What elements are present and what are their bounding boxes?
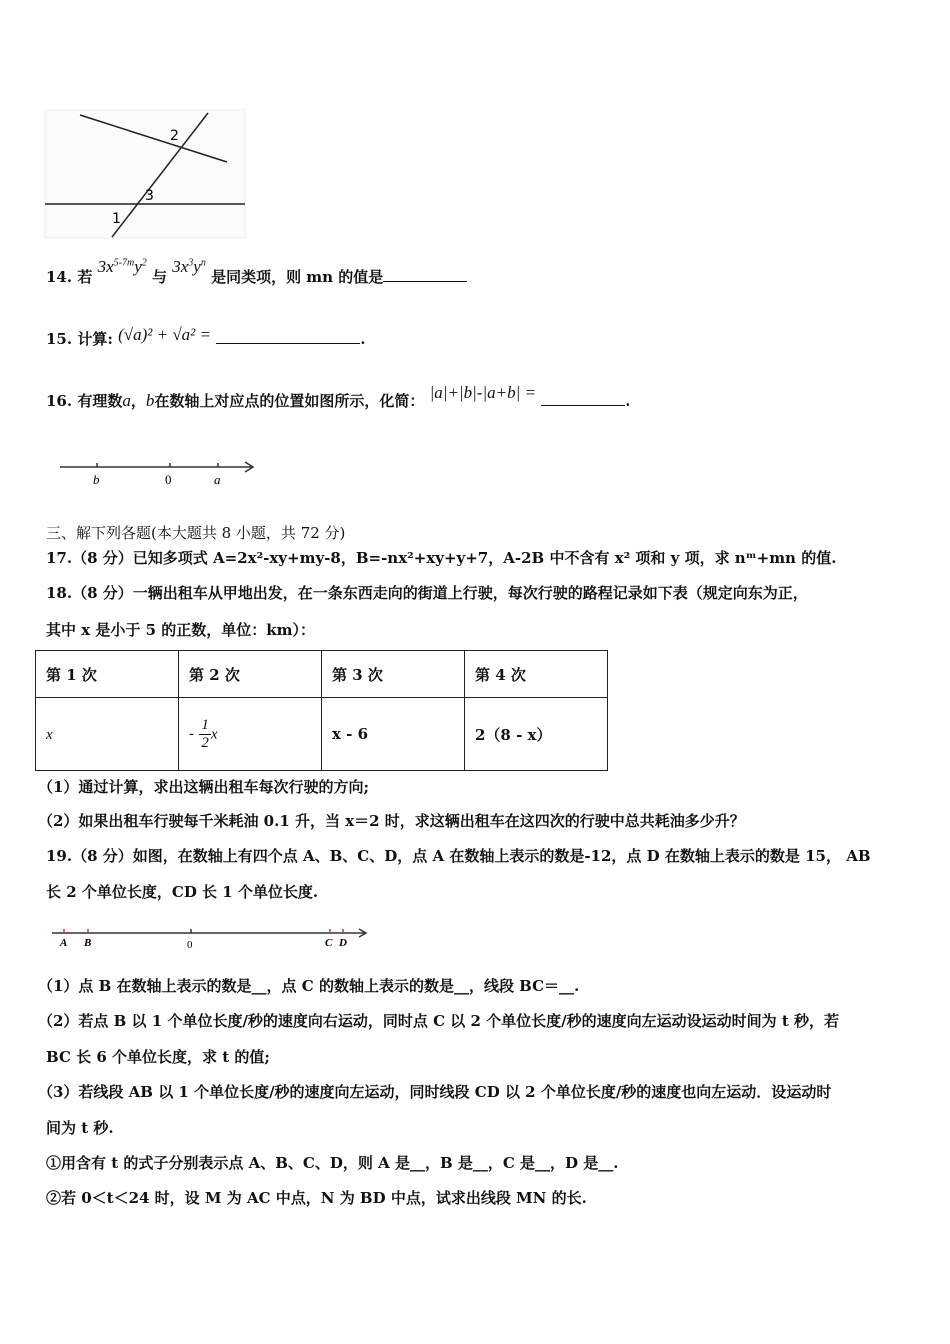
question-18-sub1: （1）通过计算，求出这辆出租车每次行驶的方向; xyxy=(38,778,369,796)
q16-var-b: b xyxy=(145,391,155,410)
section-3-title: 三、解下列各题(本大题共 8 小题，共 72 分) xyxy=(46,524,346,542)
cell-trip-3: x - 6 xyxy=(322,698,465,771)
question-18-line2: 其中 x 是小于 5 的正数，单位：km）： xyxy=(46,621,316,639)
label-D: D xyxy=(339,937,347,949)
q16-var-a: a xyxy=(122,391,131,410)
q14-answer-blank[interactable] xyxy=(383,267,467,282)
question-15 xyxy=(46,325,366,349)
q14-term1: $3x^{5-7m}y^2$ xyxy=(97,257,147,276)
number-line-q19 xyxy=(48,923,378,953)
header-trip-3: 第 3 次 xyxy=(322,651,465,698)
q14-post: 是同类项，则 mn 的值是 xyxy=(211,268,384,286)
number-line-q16 xyxy=(55,455,265,490)
q16-end: . xyxy=(625,392,631,410)
label-A: A xyxy=(60,937,68,949)
question-19-s3b: 间为 t 秒. xyxy=(46,1119,114,1137)
trip-record-table xyxy=(35,650,608,771)
question-19-s1: （1）点 B 在数轴上表示的数是__，点 C 的数轴上表示的数是__，线段 BC＝__. xyxy=(38,977,580,995)
label-b: b xyxy=(93,472,100,487)
figure-frame xyxy=(45,110,245,238)
q14-number: 14. xyxy=(46,268,73,286)
angle-label-2: 2 xyxy=(170,128,179,144)
question-19-line2: 长 2 个单位长度，CD 长 1 个单位长度. xyxy=(46,883,319,901)
q16-answer-blank[interactable] xyxy=(541,391,625,406)
header-trip-1: 第 1 次 xyxy=(36,651,179,698)
table-row xyxy=(36,698,608,771)
q15-answer-blank[interactable] xyxy=(216,329,360,344)
q16-number: 16. xyxy=(46,392,73,410)
question-17: 17.（8 分）已知多项式 A=2x²-xy+my-8，B=-nx²+xy+y+7，A-2B 中不含有 x² 项和 y 项，求 nᵐ+mn 的值. xyxy=(46,549,837,567)
header-trip-4: 第 4 次 xyxy=(465,651,608,698)
question-19-line1: 19.（8 分）如图，在数轴上有四个点 A、B、C、D，点 A 在数轴上表示的数是-12，点 D 在数轴上表示的数是 15， AB xyxy=(46,847,871,865)
q15-pre: 计算: xyxy=(77,330,113,348)
q16-pre: 有理数 xyxy=(77,392,123,410)
label-a: a xyxy=(214,472,221,487)
q16-post: 在数轴上对应点的位置如图所示，化简： xyxy=(154,392,425,410)
cell-trip-4: 2（8 - x） xyxy=(465,698,608,771)
q14-mid: 与 xyxy=(151,268,167,286)
question-19-s3a: （3）若线段 AB 以 1 个单位长度/秒的速度向左运动，同时线段 CD 以 2 个单位长度/秒的速度也向左运动．设运动时 xyxy=(38,1083,832,1101)
question-18-sub2: （2）如果出租车行驶每千米耗油 0.1 升，当 x＝2 时，求这辆出租车在这四次的行驶中总共耗油多少升？ xyxy=(38,812,745,830)
question-18-line1: 18.（8 分）一辆出租车从甲地出发，在一条东西走向的街道上行驶，每次行驶的路程记录如下表（规定向东为正， xyxy=(46,584,808,602)
label-zero: 0 xyxy=(165,472,172,487)
q15-number: 15. xyxy=(46,330,73,348)
angle-figure xyxy=(40,105,250,240)
question-16 xyxy=(46,383,631,411)
angle-label-1: 1 xyxy=(112,211,121,227)
q15-end: . xyxy=(360,330,366,348)
cell-trip-1: x xyxy=(36,698,179,771)
q14-term2: $3x^3y^n$ xyxy=(172,257,206,276)
question-19-s3c: ①用含有 t 的式子分别表示点 A、B、C、D，则 A 是__，B 是__，C 是__，D 是__. xyxy=(46,1154,619,1172)
table-header-row xyxy=(36,651,608,698)
q15-expression: (√a)² + √a² = xyxy=(118,325,211,344)
label-C: C xyxy=(325,937,333,949)
header-trip-2: 第 2 次 xyxy=(179,651,322,698)
q16-sep: ， xyxy=(130,392,146,410)
question-19-s3d: ②若 0＜t＜24 时，设 M 为 AC 中点，N 为 BD 中点，试求出线段 MN 的长. xyxy=(46,1189,587,1207)
question-19-s2b: BC 长 6 个单位长度，求 t 的值; xyxy=(46,1048,270,1066)
label-B: B xyxy=(84,937,92,949)
q14-pre: 若 xyxy=(77,268,93,286)
label-zero: 0 xyxy=(187,939,193,951)
cell-trip-2: - $\frac{1}{2}$ x xyxy=(179,698,322,771)
q16-expression: |a|+|b|-|a+b| = xyxy=(429,383,536,402)
question-19-s2a: （2）若点 B 以 1 个单位长度/秒的速度向右运动，同时点 C 以 2 个单位长度/秒的速度向左运动设运动时间为 t 秒，若 xyxy=(38,1012,840,1030)
question-14 xyxy=(46,257,467,287)
fraction-half: $\frac{1}{2}$ xyxy=(201,716,209,751)
angle-label-3: 3 xyxy=(145,188,154,204)
